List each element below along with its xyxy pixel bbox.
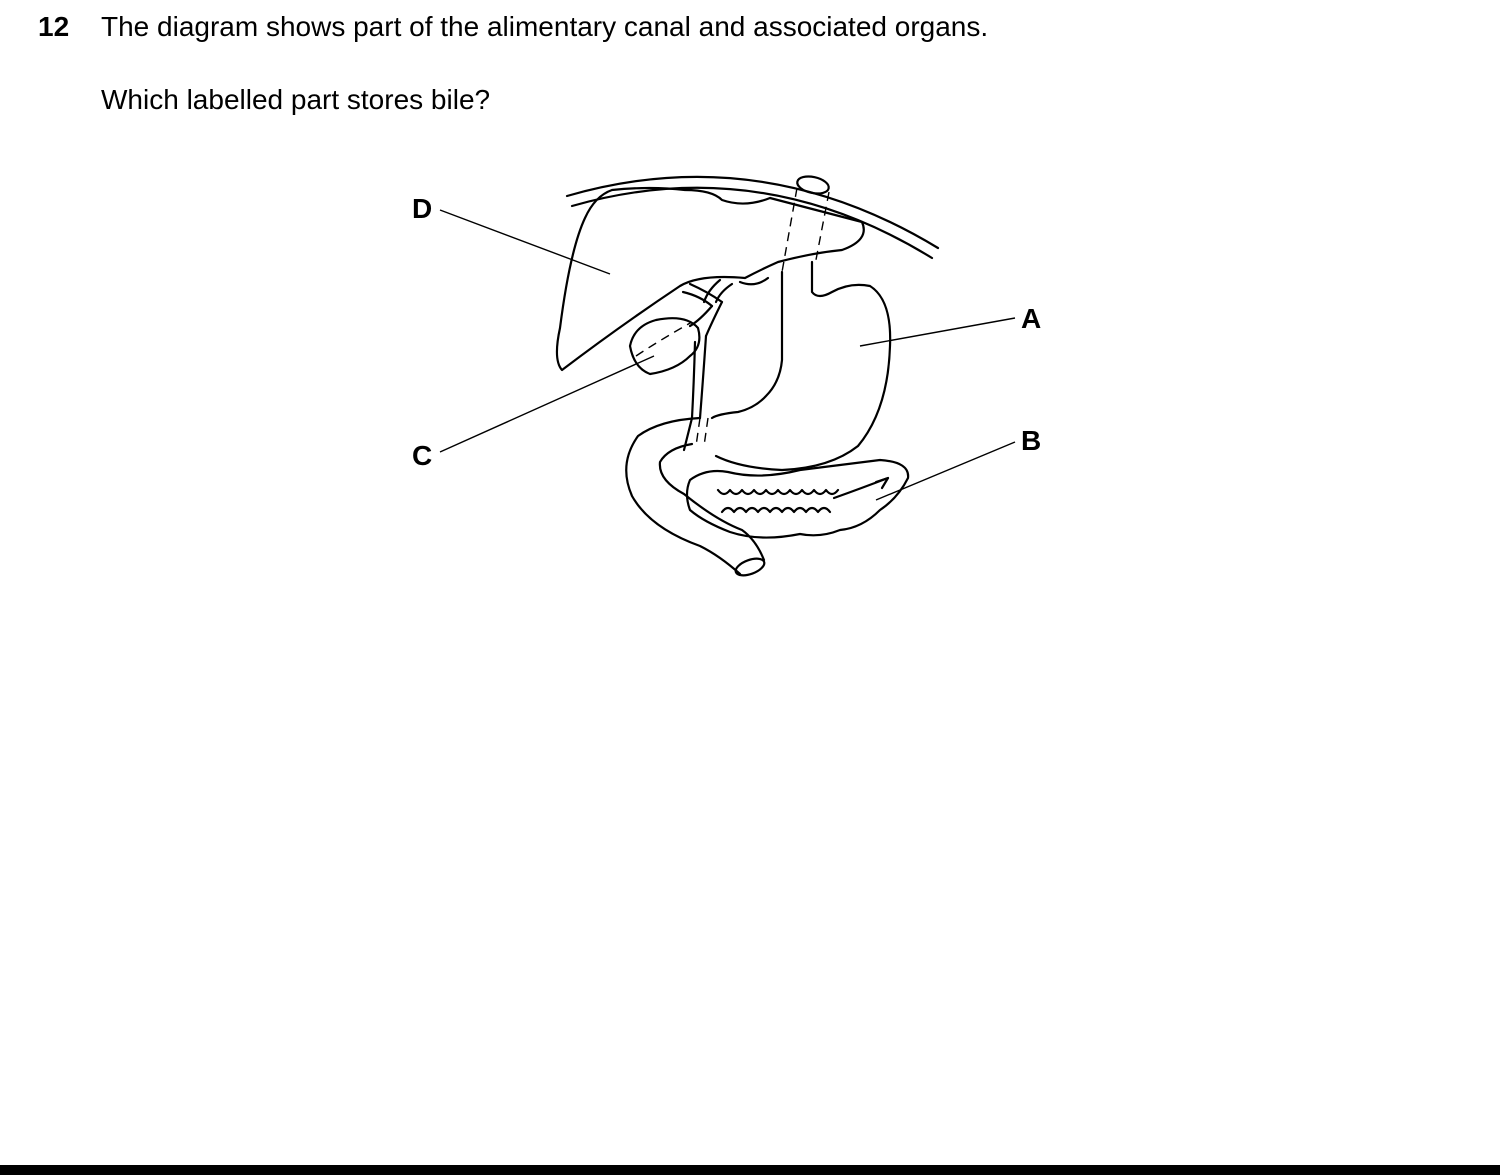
question-prompt: Which labelled part stores bile? (101, 84, 491, 115)
pancreas (687, 460, 908, 538)
leader-line-a (860, 318, 1015, 346)
question-text: The diagram shows part of the alimentary canal and associated organs. (101, 11, 989, 42)
label-b: B (1021, 425, 1042, 456)
label-d: D (412, 193, 433, 224)
page-footer-bar (0, 1165, 1500, 1175)
duodenum (626, 418, 766, 579)
label-a: A (1021, 303, 1042, 334)
oesophagus (782, 174, 830, 272)
leader-line-b (876, 442, 1015, 500)
label-c: C (412, 440, 433, 471)
leader-line-c (440, 356, 654, 452)
liver (557, 188, 864, 370)
stomach (712, 262, 890, 470)
gall-bladder (630, 318, 699, 374)
question-number: 12 (38, 11, 70, 42)
